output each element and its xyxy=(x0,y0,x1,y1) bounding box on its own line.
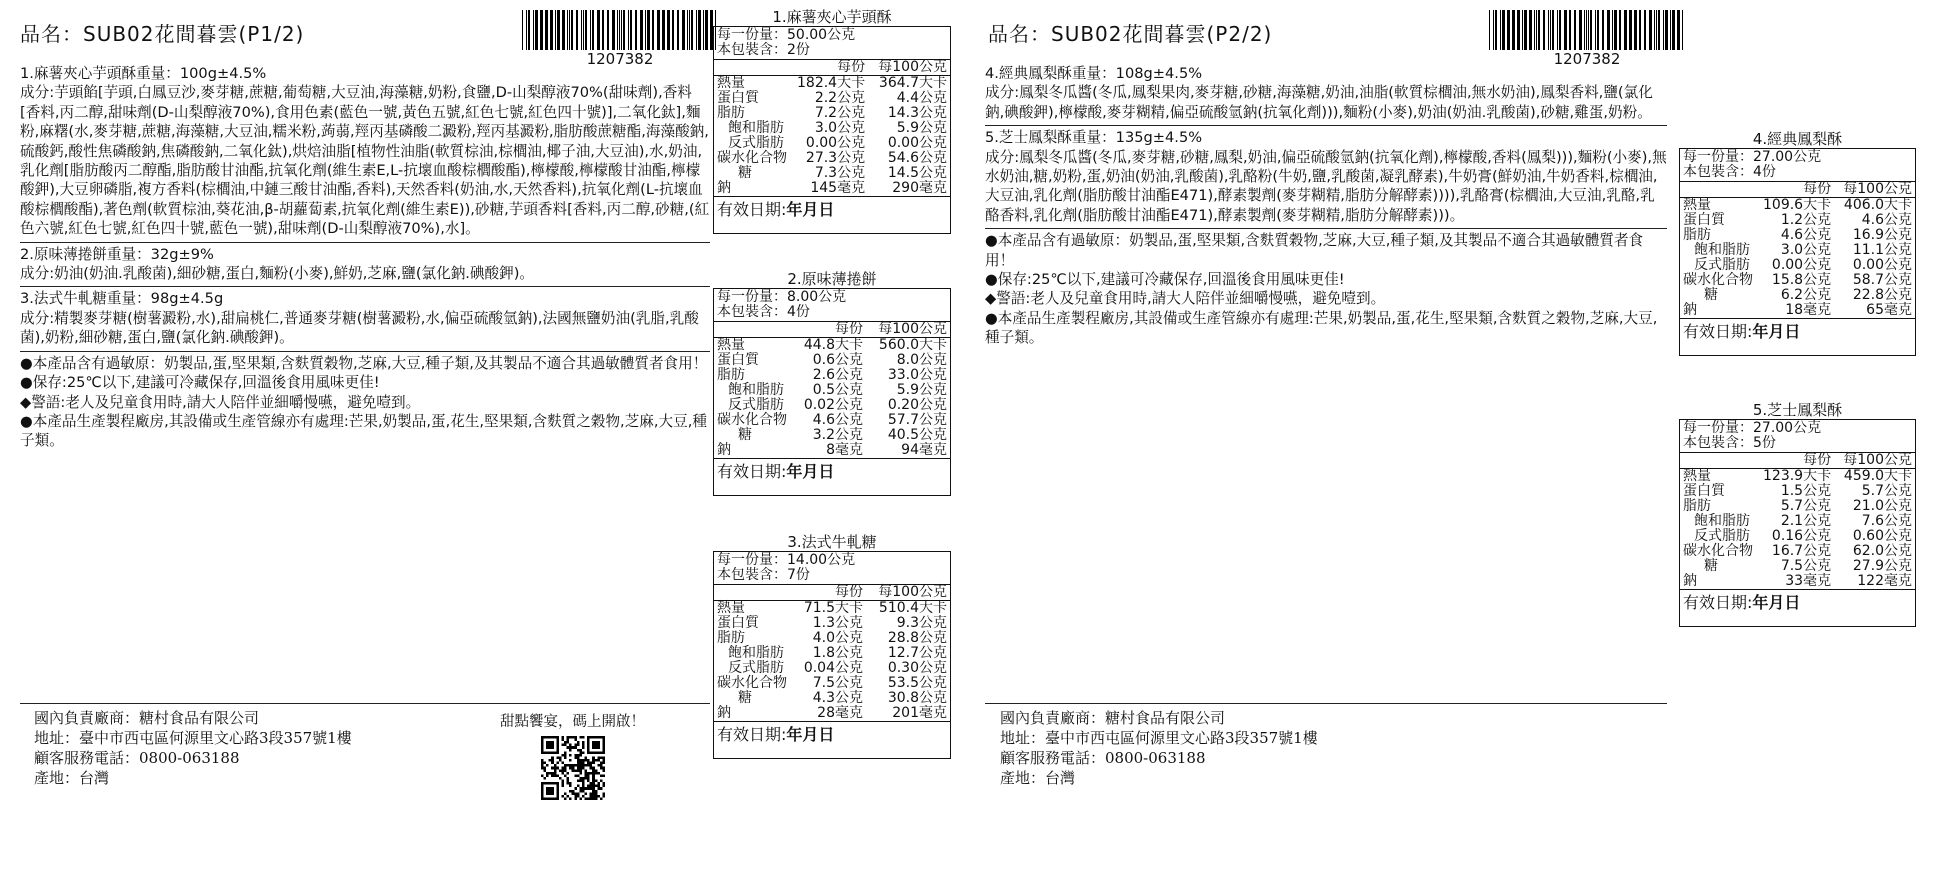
storage-note: ●保存:25℃以下,建議可冷藏保存,回溫後食用風味更佳! xyxy=(20,374,380,392)
nutrition-row xyxy=(714,368,950,383)
servings-per-pack: 本包裝含：5份 xyxy=(1683,435,1776,451)
nutrition-header-row xyxy=(1680,453,1915,469)
per-100g-value: 58.7公克 xyxy=(1852,272,1912,288)
nutrition-row xyxy=(714,91,950,106)
per-serving-value: 2.1公克 xyxy=(1780,513,1832,529)
nutrition-caption: 2.原味薄捲餅 xyxy=(787,270,877,288)
nutrition-header-row xyxy=(714,60,950,76)
per-serving-value: 4.0公克 xyxy=(812,630,863,646)
nutrition-frame xyxy=(713,288,951,496)
per-serving-value: 145毫克 xyxy=(810,180,866,196)
per-100g-value: 62.0公克 xyxy=(1852,543,1912,559)
serving-info xyxy=(714,289,950,322)
nutrition-row xyxy=(1680,273,1915,288)
per-serving-value: 8毫克 xyxy=(826,442,863,458)
per-serving-value: 2.2公克 xyxy=(814,90,866,106)
nutrient-label: 反式脂肪 xyxy=(728,135,784,151)
col-serving-header: 每份 xyxy=(835,584,863,600)
per-100g-value: 9.3公克 xyxy=(896,615,947,631)
nutrition-header-row xyxy=(1680,182,1915,198)
per-serving-value: 4.6公克 xyxy=(1780,227,1832,243)
address-text: 地址：臺中市西屯區何源里文心路3段357號1樓 xyxy=(34,729,352,747)
per-100g-value: 5.7公克 xyxy=(1861,483,1912,499)
col-serving-header: 每份 xyxy=(1803,452,1832,468)
product-ingredients: 成分:奶油(奶油.乳酸菌),細砂糖,蛋白,麵粉(小麥),鮮奶,芝麻,鹽(氯化鈉.碘酸鉀)。 xyxy=(20,265,535,283)
per-100g-value: 4.6公克 xyxy=(1861,212,1912,228)
per-100g-value: 40.5公克 xyxy=(887,427,947,443)
product-heading: 3.法式牛軋糖重量：98g±4.5g xyxy=(20,290,224,308)
nutrient-label: 飽和脂肪 xyxy=(1694,242,1750,258)
nutrient-label: 蛋白質 xyxy=(717,615,759,631)
per-100g-value: 54.6公克 xyxy=(887,150,947,166)
nutrition-row xyxy=(1680,469,1915,485)
per-100g-value: 16.9公克 xyxy=(1852,227,1912,243)
nutrition-row xyxy=(714,616,950,631)
product-section xyxy=(20,243,710,288)
per-serving-value: 182.4大卡 xyxy=(797,75,866,91)
page2-title: 品名：SUB02花間暮雲(P2/2) xyxy=(988,22,1273,46)
nutrition-table-5 xyxy=(1679,402,1916,627)
per-serving-value: 7.5公克 xyxy=(1780,558,1832,574)
nutrition-row xyxy=(714,706,950,721)
nutrition-row xyxy=(1680,529,1915,544)
expiry-label: 有效日期: xyxy=(717,200,787,219)
nutrient-label: 脂肪 xyxy=(717,105,745,121)
nutrient-label: 脂肪 xyxy=(1683,227,1711,243)
per-100g-value: 21.0公克 xyxy=(1852,498,1912,514)
nutrient-label: 蛋白質 xyxy=(1683,483,1725,499)
facility-note: ●本產品生產製程廠房,其設備或生產管線亦有處理:芒果,奶製品,蛋,花生,堅果類,含麩質之穀物,芝麻,大豆,種子類。 xyxy=(20,412,707,450)
warning-note: ◆警語:老人及兒童食用時,請大人陪伴並細嚼慢嚥，避免噎到。 xyxy=(20,393,421,411)
expiry-label: 有效日期: xyxy=(717,462,787,481)
servings-per-pack: 本包裝含：4份 xyxy=(717,304,810,320)
per-100g-value: 459.0大卡 xyxy=(1843,468,1912,484)
nutrition-row xyxy=(714,631,950,646)
phone-text: 顧客服務電話：0800-063188 xyxy=(34,749,240,767)
nutrition-row xyxy=(1680,228,1915,243)
nutrition-frame xyxy=(713,26,951,234)
nutrition-facts-table xyxy=(1680,182,1915,318)
nutrition-frame xyxy=(713,551,951,759)
per-100g-value: 290毫克 xyxy=(892,180,947,196)
nutrient-label: 鈉 xyxy=(717,180,731,196)
nutrient-label: 碳水化合物 xyxy=(717,675,787,691)
nutrition-caption: 5.芝士鳳梨酥 xyxy=(1752,401,1843,419)
serving-size: 每一份量：8.00公克 xyxy=(717,289,847,305)
serving-size: 每一份量：50.00公克 xyxy=(717,27,856,43)
nutrient-label: 糖 xyxy=(1704,558,1718,574)
storage-note: ●保存:25℃以下,建議可冷藏保存,回溫後食用風味更佳! xyxy=(985,271,1345,289)
nutrition-row xyxy=(714,121,950,136)
per-100g-value: 22.8公克 xyxy=(1852,287,1912,303)
col-100g-header: 每100公克 xyxy=(1843,452,1912,468)
expiry-date xyxy=(714,196,950,233)
nutrient-label: 糖 xyxy=(738,165,752,181)
per-100g-value: 510.4大卡 xyxy=(878,600,947,616)
per-serving-value: 0.02公克 xyxy=(803,397,863,413)
expiry-value: 年月日 xyxy=(1752,593,1801,612)
nutrient-label: 飽和脂肪 xyxy=(728,120,784,136)
nutrition-row xyxy=(714,443,950,458)
origin-text: 產地：台灣 xyxy=(1000,769,1076,787)
per-serving-value: 1.2公克 xyxy=(1780,212,1832,228)
expiry-value: 年月日 xyxy=(786,725,835,744)
nutrient-label: 鈉 xyxy=(1683,302,1697,318)
per-100g-value: 7.6公克 xyxy=(1861,513,1912,529)
per-serving-value: 3.0公克 xyxy=(1780,242,1832,258)
footer-divider xyxy=(20,703,710,704)
per-100g-value: 27.9公克 xyxy=(1852,558,1912,574)
per-serving-value: 4.6公克 xyxy=(812,412,863,428)
nutrient-label: 反式脂肪 xyxy=(1694,528,1750,544)
warning-note: ◆警語:老人及兒童食用時,請大人陪伴並細嚼慢嚥，避免噎到。 xyxy=(985,290,1386,308)
per-100g-value: 406.0大卡 xyxy=(1843,197,1912,213)
serving-size: 每一份量：14.00公克 xyxy=(717,552,856,568)
nutrition-row xyxy=(714,646,950,661)
per-serving-value: 0.00公克 xyxy=(805,135,866,151)
nutrient-label: 反式脂肪 xyxy=(1694,257,1750,273)
per-100g-value: 5.9公克 xyxy=(896,120,947,136)
page1-title: 品名：SUB02花間暮雲(P1/2) xyxy=(20,22,305,46)
nutrition-header-row xyxy=(714,322,950,338)
per-serving-value: 33毫克 xyxy=(1785,573,1832,589)
expiry-label: 有效日期: xyxy=(717,725,787,744)
nutrient-label: 碳水化合物 xyxy=(1683,272,1753,288)
per-serving-value: 15.8公克 xyxy=(1771,272,1832,288)
col-100g-header: 每100公克 xyxy=(878,321,947,337)
nutrition-frame xyxy=(1679,419,1916,627)
nutrient-label: 鈉 xyxy=(717,705,731,721)
nutrient-label: 蛋白質 xyxy=(717,352,759,368)
allergen-note: ●本產品含有過敏原：奶製品,蛋,堅果類,含麩質穀物,芝麻,大豆,種子類,及其製品不適合其過敏體質者食用！ xyxy=(985,232,1644,269)
expiry-value: 年月日 xyxy=(1752,322,1801,341)
nutrition-facts-table xyxy=(714,322,950,458)
nutrient-label: 糖 xyxy=(738,690,752,706)
nutrient-label: 反式脂肪 xyxy=(728,397,784,413)
nutrition-table-1 xyxy=(713,9,951,234)
nutrient-label: 碳水化合物 xyxy=(717,150,787,166)
product-heading: 1.麻薯夾心芋頭酥重量：100g±4.5% xyxy=(20,65,267,82)
nutrition-row xyxy=(1680,559,1915,574)
per-serving-value: 123.9大卡 xyxy=(1763,468,1832,484)
nutrition-caption: 4.經典鳳梨酥 xyxy=(1752,130,1843,148)
product-ingredients: 成分:鳳梨冬瓜醬(冬瓜,麥芽糖,砂糖,鳳梨,奶油,偏亞硫酸氫鈉(抗氧化劑),檸檬酸,香料(鳳梨))),麵粉(小麥),無水奶油,糖,奶粉,蛋,奶油(奶油,乳酸菌),乳酪粉(牛奶,鹽,乳酸菌,凝乳酵素),牛奶膏(鮮奶油,牛奶香料,棕櫚油,大豆油,乳化劑(脂肪酸甘油酯E471),酵素製劑(麥芽糊精,脂肪分解酵素)))),乳酪膏(棕櫚油,大豆油,乳酪,乳酪香料,乳化劑(脂肪酸甘油酯E471),酵素製劑(麥芽糊精,脂肪分解酵素)))。 xyxy=(985,148,1667,224)
per-100g-value: 12.7公克 xyxy=(887,645,947,661)
per-serving-value: 2.6公克 xyxy=(812,367,863,383)
serving-info xyxy=(1680,149,1915,182)
nutrition-table-4 xyxy=(1679,131,1916,356)
col-serving-header: 每份 xyxy=(837,59,866,75)
per-100g-value: 0.00公克 xyxy=(1852,257,1912,273)
servings-per-pack: 本包裝含：7份 xyxy=(717,567,810,583)
address-text: 地址：臺中市西屯區何源里文心路3段357號1樓 xyxy=(1000,729,1318,747)
per-100g-value: 4.4公克 xyxy=(896,90,947,106)
nutrition-row xyxy=(714,166,950,181)
nutrition-row xyxy=(1680,544,1915,559)
barcode-number: 1207382 xyxy=(1553,50,1621,68)
serving-info xyxy=(714,27,950,60)
page2-text-column xyxy=(985,62,1667,351)
manufacturer-text: 國內負責廠商：糖村食品有限公司 xyxy=(34,709,260,727)
servings-per-pack: 本包裝含：4份 xyxy=(1683,164,1776,180)
notes-section xyxy=(985,229,1667,350)
per-100g-value: 0.00公克 xyxy=(887,135,947,151)
product-section xyxy=(985,62,1667,126)
per-serving-value: 3.2公克 xyxy=(812,427,863,443)
nutrient-label: 脂肪 xyxy=(717,367,745,383)
per-serving-value: 28毫克 xyxy=(817,705,863,721)
nutrition-row xyxy=(1680,288,1915,303)
per-serving-value: 18毫克 xyxy=(1785,302,1832,318)
product-heading: 5.芝士鳳梨酥重量：135g±4.5% xyxy=(985,129,1203,147)
allergen-note: ●本產品含有過敏原：奶製品,蛋,堅果類,含麩質穀物,芝麻,大豆,種子類,及其製品不適合其過敏體質者食用！ xyxy=(20,354,708,372)
nutrition-frame xyxy=(1679,148,1916,356)
expiry-value: 年月日 xyxy=(786,462,835,481)
nutrient-label: 糖 xyxy=(738,427,752,443)
barcode xyxy=(522,10,718,67)
per-100g-value: 33.0公克 xyxy=(887,367,947,383)
nutrition-row xyxy=(1680,258,1915,273)
nutrient-label: 熱量 xyxy=(717,337,745,353)
nutrition-table-2 xyxy=(713,271,951,496)
per-100g-value: 65毫克 xyxy=(1866,302,1912,318)
per-serving-value: 27.3公克 xyxy=(805,150,866,166)
per-100g-value: 8.0公克 xyxy=(896,352,947,368)
expiry-label: 有效日期: xyxy=(1683,322,1753,341)
per-100g-value: 0.60公克 xyxy=(1852,528,1912,544)
per-100g-value: 201毫克 xyxy=(892,705,947,721)
barcode-bars xyxy=(1489,10,1685,50)
expiry-date xyxy=(714,458,950,495)
product-heading: 4.經典鳳梨酥重量：108g±4.5% xyxy=(985,65,1203,82)
product-heading: 2.原味薄捲餅重量：32g±9% xyxy=(20,245,214,263)
nutrition-row xyxy=(714,383,950,398)
nutrition-row xyxy=(714,413,950,428)
nutrient-label: 碳水化合物 xyxy=(717,412,787,428)
nutrition-row xyxy=(714,428,950,443)
serving-info xyxy=(1680,420,1915,453)
nutrition-facts-table xyxy=(714,60,950,196)
per-serving-value: 0.16公克 xyxy=(1771,528,1832,544)
per-serving-value: 109.6大卡 xyxy=(1763,197,1832,213)
barcode xyxy=(1489,10,1685,67)
facility-note: ●本產品生產製程廠房,其設備或生產管線亦有處理:芒果,奶製品,蛋,花生,堅果類,含麩質之穀物,芝麻,大豆,種子類。 xyxy=(985,309,1658,347)
per-serving-value: 1.8公克 xyxy=(812,645,863,661)
manufacturer-text: 國內負責廠商：糖村食品有限公司 xyxy=(1000,709,1226,727)
nutrition-row xyxy=(714,398,950,413)
serving-info xyxy=(714,552,950,585)
nutrition-row xyxy=(714,661,950,676)
per-100g-value: 122毫克 xyxy=(1857,573,1912,589)
nutrition-row xyxy=(714,353,950,368)
nutrient-label: 碳水化合物 xyxy=(1683,543,1753,559)
per-serving-value: 4.3公克 xyxy=(812,690,863,706)
nutrient-label: 糖 xyxy=(1704,287,1718,303)
product-section xyxy=(985,126,1667,229)
nutrition-row xyxy=(714,76,950,92)
per-100g-value: 560.0大卡 xyxy=(878,337,947,353)
nutrition-row xyxy=(714,181,950,196)
per-100g-value: 364.7大卡 xyxy=(878,75,947,91)
nutrient-label: 反式脂肪 xyxy=(728,660,784,676)
nutrient-label: 熱量 xyxy=(1683,197,1711,213)
product-section xyxy=(20,62,710,243)
per-100g-value: 0.30公克 xyxy=(887,660,947,676)
per-serving-value: 1.5公克 xyxy=(1780,483,1832,499)
per-serving-value: 7.3公克 xyxy=(814,165,866,181)
per-serving-value: 5.7公克 xyxy=(1780,498,1832,514)
notes-section xyxy=(20,352,710,454)
product-ingredients: 成分:鳳梨冬瓜醬(冬瓜,鳳梨果肉,麥芽糖,砂糖,海藻糖,奶油,油脂(軟質棕櫚油,無水奶油),鳳梨香料,鹽(氯化鈉,碘酸鉀),檸檬酸,麥芽糊精,偏亞硫酸氫鈉(抗氧化劑))),麵粉(小麥),奶油(奶油.乳酸菌),砂糖,雞蛋,奶粉。 xyxy=(985,84,1653,121)
expiry-date xyxy=(714,721,950,758)
nutrition-row xyxy=(1680,574,1915,589)
nutrition-row xyxy=(1680,514,1915,529)
servings-per-pack: 本包裝含：2份 xyxy=(717,42,810,58)
nutrition-row xyxy=(1680,198,1915,214)
per-serving-value: 7.2公克 xyxy=(814,105,866,121)
col-100g-header: 每100公克 xyxy=(878,59,947,75)
nutrition-row xyxy=(1680,499,1915,514)
product-ingredients: 成分:精製麥芽糖(樹薯澱粉,水),甜扁桃仁,普通麥芽糖(樹薯澱粉,水,偏亞硫酸氫鈉),法國無鹽奶油(乳脂,乳酸菌),奶粉,細砂糖,蛋白,鹽(氯化鈉.碘酸鉀)。 xyxy=(20,309,699,347)
nutrient-label: 熱量 xyxy=(717,75,745,91)
nutrition-row xyxy=(714,338,950,354)
nutrition-caption: 3.法式牛軋糖 xyxy=(787,533,877,551)
nutrition-row xyxy=(1680,484,1915,499)
nutrition-row xyxy=(714,136,950,151)
nutrition-row xyxy=(714,601,950,617)
nutrition-caption: 1.麻薯夾心芋頭酥 xyxy=(772,8,892,26)
nutrient-label: 蛋白質 xyxy=(1683,212,1725,228)
per-100g-value: 14.3公克 xyxy=(887,105,947,121)
phone-text: 顧客服務電話：0800-063188 xyxy=(1000,749,1206,767)
per-serving-value: 6.2公克 xyxy=(1780,287,1832,303)
nutrition-row xyxy=(714,151,950,166)
page1-footer xyxy=(34,708,352,788)
expiry-date xyxy=(1680,318,1915,355)
per-serving-value: 71.5大卡 xyxy=(803,600,863,616)
per-serving-value: 0.00公克 xyxy=(1771,257,1832,273)
nutrient-label: 鈉 xyxy=(1683,573,1697,589)
col-serving-header: 每份 xyxy=(835,321,863,337)
barcode-bars xyxy=(522,10,718,50)
page1-text-column xyxy=(20,62,710,454)
expiry-date xyxy=(1680,589,1915,626)
footer-divider xyxy=(985,703,1667,704)
per-100g-value: 28.8公克 xyxy=(887,630,947,646)
per-100g-value: 0.20公克 xyxy=(887,397,947,413)
barcode-number: 1207382 xyxy=(586,50,654,68)
per-serving-value: 16.7公克 xyxy=(1771,543,1832,559)
nutrient-label: 飽和脂肪 xyxy=(728,645,784,661)
nutrient-label: 脂肪 xyxy=(1683,498,1711,514)
nutrient-label: 飽和脂肪 xyxy=(728,382,784,398)
per-serving-value: 44.8大卡 xyxy=(803,337,863,353)
nutrient-label: 飽和脂肪 xyxy=(1694,513,1750,529)
per-serving-value: 1.3公克 xyxy=(812,615,863,631)
per-serving-value: 3.0公克 xyxy=(814,120,866,136)
per-serving-value: 7.5公克 xyxy=(812,675,863,691)
nutrient-label: 蛋白質 xyxy=(717,90,759,106)
per-100g-value: 53.5公克 xyxy=(887,675,947,691)
per-100g-value: 5.9公克 xyxy=(896,382,947,398)
per-100g-value: 30.8公克 xyxy=(887,690,947,706)
nutrient-label: 熱量 xyxy=(1683,468,1711,484)
nutrition-row xyxy=(1680,303,1915,318)
nutrition-facts-table xyxy=(1680,453,1915,589)
per-100g-value: 14.5公克 xyxy=(887,165,947,181)
page2-footer xyxy=(1000,708,1318,788)
nutrient-label: 熱量 xyxy=(717,600,745,616)
per-serving-value: 0.5公克 xyxy=(812,382,863,398)
product-ingredients: 成分:芋頭餡[芋頭,白鳳豆沙,麥芽糖,蔗糖,葡萄糖,大豆油,海藻糖,奶粉,食鹽,D-山梨醇液70%(甜味劑),香料[香料,丙二醇,甜味劑(D-山梨醇液70%),食用色素(藍色一號,黃色五號,紅色七號,紅色四十號)],二氧化鈦],麵粉,麻糬(水,麥芽糖,蔗糖,海藻糖,大豆油,糯米粉,蒟蒻,羥丙基磷酸二澱粉,羥丙基澱粉,脂肪酸蔗糖酯,海藻酸鈉,硫酸鈣,酸性焦磷酸鈉,焦磷酸鈉,二氧化鈦),烘焙油脂[植物性油脂(軟質棕油,棕櫚油,椰子油,大豆油),水,奶油,乳化劑[脂肪酸丙二醇酯,脂肪酸甘油酯,抗氧化劑(維生素E,L-抗壞血酸棕櫚酸酯),檸檬酸,檸檬酸甘油酯,檸檬酸鉀),大豆卵磷脂,複方香料(棕櫚油,中鏈三酸甘油酯,香料),天然香料(奶油,水,天然香料),抗氧化劑(L-抗壞血酸棕櫚酸酯),著色劑(軟質棕油,葵花油,β-胡蘿蔔素,抗氧化劑(維生素E)),砂糖,芋頭香料[香料,丙二醇,砂糖,(紅色六號,紅色七號,紅色四十號,藍色一號),甜味劑(D-山梨醇液70%),水]。 xyxy=(20,84,710,238)
qr-code[interactable] xyxy=(541,736,605,800)
nutrition-table-3 xyxy=(713,534,951,759)
nutrition-row xyxy=(714,106,950,121)
expiry-value: 年月日 xyxy=(786,200,835,219)
origin-text: 產地：台灣 xyxy=(34,769,110,787)
col-100g-header: 每100公克 xyxy=(878,584,947,600)
nutrition-row xyxy=(1680,213,1915,228)
col-100g-header: 每100公克 xyxy=(1843,181,1912,197)
nutrient-label: 鈉 xyxy=(717,442,731,458)
product-section xyxy=(20,287,710,351)
nutrition-row xyxy=(714,691,950,706)
expiry-label: 有效日期: xyxy=(1683,593,1753,612)
per-serving-value: 0.04公克 xyxy=(803,660,863,676)
per-100g-value: 94毫克 xyxy=(901,442,947,458)
nutrition-row xyxy=(1680,243,1915,258)
serving-size: 每一份量：27.00公克 xyxy=(1683,149,1822,165)
nutrition-row xyxy=(714,676,950,691)
nutrition-facts-table xyxy=(714,585,950,721)
per-100g-value: 57.7公克 xyxy=(887,412,947,428)
per-100g-value: 11.1公克 xyxy=(1852,242,1912,258)
nutrition-header-row xyxy=(714,585,950,601)
per-serving-value: 0.6公克 xyxy=(812,352,863,368)
serving-size: 每一份量：27.00公克 xyxy=(1683,420,1822,436)
col-serving-header: 每份 xyxy=(1803,181,1832,197)
slogan-text: 甜點饗宴，碼上開啟！ xyxy=(500,714,645,730)
nutrient-label: 脂肪 xyxy=(717,630,745,646)
